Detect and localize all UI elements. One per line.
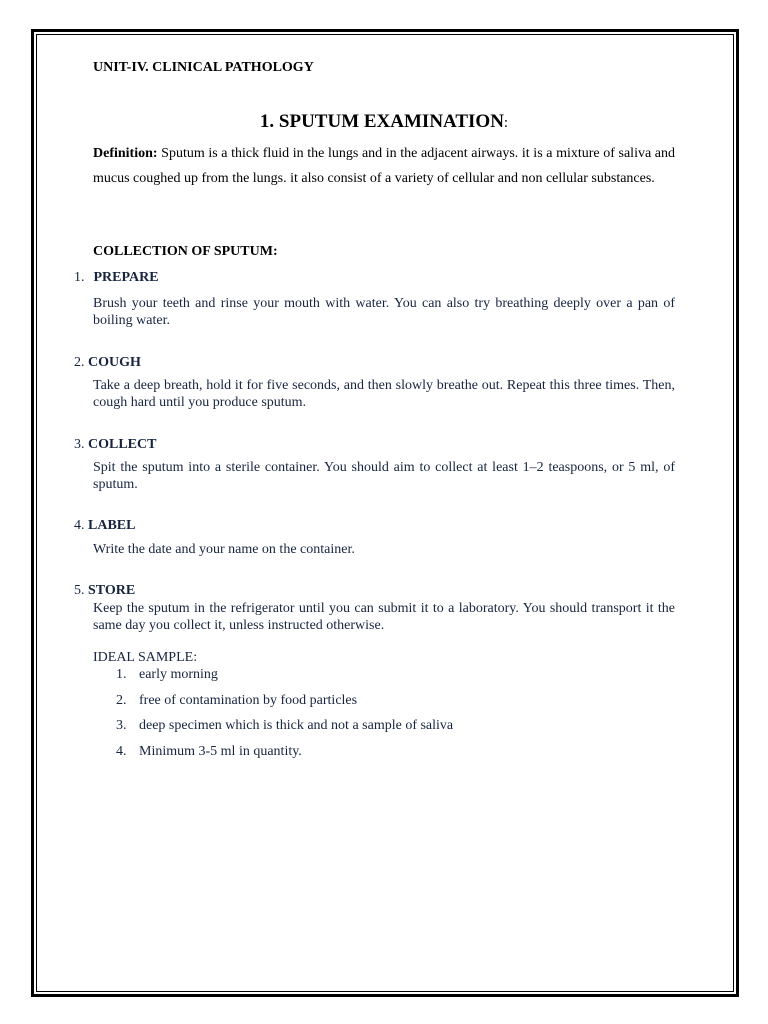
title-text: SPUTUM EXAMINATION (278, 111, 504, 132)
step-label: LABEL (88, 518, 136, 533)
list-item-number: 3. (116, 718, 127, 733)
step-text: Take a deep breath, hold it for five seconds, and then slowly breathe out. Repeat this three times. Then, cough hard until you produce sputum. (93, 378, 675, 410)
list-item-number: 2. (116, 693, 127, 708)
list-item (116, 744, 302, 760)
step-text: Brush your teeth and rinse your mouth with water. You can also try breathing deeply over a pan of boiling water. (93, 296, 675, 328)
title-colon: : (503, 115, 509, 131)
step-heading (74, 270, 159, 286)
collection-heading: COLLECTION OF SPUTUM: (93, 244, 278, 259)
step-heading (74, 437, 156, 453)
step-text: Write the date and your name on the container. (93, 542, 355, 557)
step-number: 3. (74, 437, 85, 452)
definition-label: Definition: (93, 146, 158, 161)
list-item (116, 718, 453, 734)
list-item-number: 4. (116, 744, 127, 759)
step-label: COLLECT (88, 437, 157, 452)
step-label: COUGH (88, 355, 141, 370)
list-item (116, 667, 218, 683)
page-title (0, 111, 768, 133)
list-item-text: free of contamination by food particles (139, 693, 358, 708)
step-number: 4. (74, 518, 85, 533)
step-number: 5. (74, 583, 85, 598)
step-number: 1. (74, 270, 85, 285)
step-number: 2. (74, 355, 85, 370)
list-item-text: early morning (139, 667, 218, 682)
step-heading (74, 583, 135, 599)
ideal-sample-heading: IDEAL SAMPLE: (93, 650, 198, 665)
step-text: Keep the sputum in the refrigerator until you can submit it to a laboratory. You should transport it the same day you collect it, unless instructed otherwise. (93, 601, 675, 633)
step-label: PREPARE (93, 270, 159, 285)
step-heading (74, 518, 135, 534)
step-text: Spit the sputum into a sterile container. You should aim to collect at least 1–2 teaspoons, or 5 ml, of sputum. (93, 460, 675, 492)
step-heading (74, 355, 141, 371)
step-label: STORE (88, 583, 136, 598)
title-number: 1. (259, 111, 275, 132)
definition-text: Sputum is a thick fluid in the lungs and in the adjacent airways. it is a mixture of saliva and mucus coughed up from the lungs. it also consist of a variety of cellular and non cellular substances. (93, 146, 675, 186)
list-item (116, 693, 357, 709)
list-item-text: deep specimen which is thick and not a sample of saliva (139, 718, 454, 733)
definition-paragraph (93, 141, 675, 191)
unit-title: UNIT-IV. CLINICAL PATHOLOGY (93, 60, 314, 75)
list-item-number: 1. (116, 667, 127, 682)
list-item-text: Minimum 3-5 ml in quantity. (139, 744, 302, 759)
